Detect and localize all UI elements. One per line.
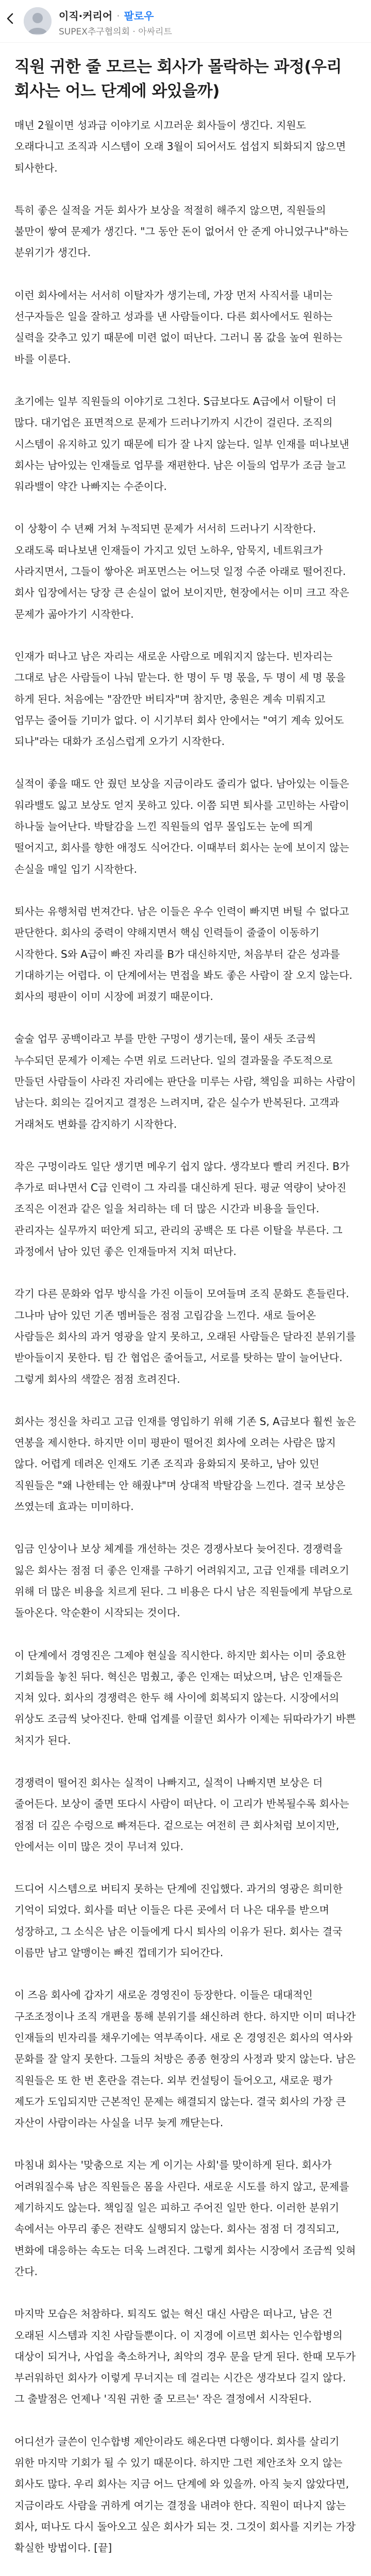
paragraph: 경쟁력이 떨어진 회사는 실적이 나빠지고, 실적이 나빠지면 보상은 더 줄어든다. 보상이 줄면 또다시 사람이 떠난다. 이 고리가 반복될수록 회사는 점점 더 깊은 수렁으로 빠져든다. 겉으로는 여전히 큰 회사처럼 보이지만, 안에서는 이미 많은 것이 무너져 있다.	[14, 1776, 349, 1853]
company-name: SUPEX추구협의회	[59, 27, 130, 37]
company-suffix: · 아싸리트	[132, 27, 172, 37]
post-header	[0, 0, 371, 43]
paragraph: 초기에는 일부 직원들의 이야기로 그친다. S급보다도 A급에서 이탈이 더 많다. 대기업은 표면적으로 문제가 드러나기까지 시간이 걸린다. 조직의 시스템이 유지하고 있기 때문에 티가 잘 나지 않는다. 일부 인재를 떠나보낸 회사는 남아있는 인재들로 업무를 재편한다. 남은 이들의 업무가 조금 늘고 워라밸이 약간 나빠지는 수준이다.	[14, 395, 349, 493]
post-title: 직원 귀한 줄 모르는 회사가 몰락하는 과정(우리 회사는 어느 단계에 와있을까)	[14, 58, 342, 100]
paragraph: 매년 2월이면 성과급 이야기로 시끄러운 회사들이 생긴다. 지원도 오래다니고 조직과 시스템이 오래 3월이 되어서도 섭섭지 퇴화되지 않으면 퇴사한다.	[14, 119, 346, 174]
back-arrow-icon[interactable]	[3, 11, 18, 26]
paragraph: 이 단계에서 경영진은 그제야 현실을 직시한다. 하지만 회사는 이미 중요한 기회들을 놓친 뒤다. 혁신은 멈췄고, 좋은 인재는 떠났으며, 남은 인재들은 지쳐 있다. 회사의 경쟁력은 한두 해 사이에 회복되지 않는다. 시장에서의 위상도 조금씩 낮아진다. 한때 업계를 이끌던 회사가 이제는 뒤따라가기 바쁜 처지가 된다.	[14, 1649, 356, 1747]
paragraph: 각기 다른 문화와 업무 방식을 가진 이들이 모여들며 조직 문화도 흔들린다. 그나마 남아 있던 기존 멤버들은 점점 고립감을 느낀다. 새로 들어온 사람들은 회사의 과거 영광을 알지 못하고, 오래된 사람들은 달라진 분위기를 받아들이지 못한다. 팀 간 협업은 줄어들고, 서로를 탓하는 말이 늘어난다. 그렇게 회사의 색깔은 점점 흐려진다.	[14, 1287, 356, 1385]
author-name[interactable]: 이직·커리어	[59, 10, 113, 22]
paragraph: 이런 회사에서는 서서히 이탈자가 생기는데, 가장 먼저 사직서를 내미는 선구자들은 일을 잘하고 성과를 낸 사람들이다. 다른 회사에서도 원하는 실력을 갖추고 있기 때문에 미련 없이 떠난다. 그러니 몸 값을 높여 원하는 바를 이룬다.	[14, 289, 343, 365]
paragraph: 실적이 좋을 때도 안 줬던 보상을 지금이라도 줄리가 없다. 남아있는 이들은 워라밸도 잃고 보상도 얻지 못하고 있다. 이쯤 되면 퇴사를 고민하는 사람이 하나둘 늘어난다. 박탈감을 느낀 직원들의 업무 몰입도는 눈에 띄게 떨어지고, 회사를 향한 애정도 식어간다. 이때부터 회사는 눈에 보이지 않는 손실을 매일 입기 시작한다.	[14, 777, 349, 875]
paragraph: 마지막 모습은 처참하다. 퇴직도 없는 혁신 대신 사람은 떠나고, 남은 건 오래된 시스템과 지친 사람들뿐이다. 이 지경에 이르면 회사는 인수합병의 대상이 되거나, 사업을 축소하거나, 최악의 경우 문을 닫게 된다. 한때 모두가 부러워하던 회사가 이렇게 무너지는 데 걸리는 시간은 생각보다 길지 않다. 그 출발점은 언제나 '직원 귀한 줄 모르는' 작은 결정에서 시작된다.	[14, 2308, 356, 2405]
paragraph: 특히 좋은 실적을 거둔 회사가 보상을 적절히 해주지 않으면, 직원들의 불만이 쌓여 문제가 생긴다. "그 동안 돈이 없어서 안 준게 아니었구나"하는 분위기가 생긴다.	[14, 204, 349, 259]
paragraph: 이 즈음 회사에 갑자기 새로운 경영진이 등장한다. 이들은 대대적인 구조조정이나 조직 개편을 통해 분위기를 쇄신하려 한다. 하지만 이미 떠나간 인재들의 빈자리를 채우기에는 역부족이다. 새로 온 경영진은 회사의 역사와 문화를 잘 알지 못한다. 그들의 처방은 종종 현장의 사정과 맞지 않는다. 남은 직원들은 또 한 번 혼란을 겪는다. 외부 컨설팅이 들어오고, 새로운 평가 제도가 도입되지만 근본적인 문제는 해결되지 않는다. 결국 회사의 가장 큰 자산이 사람이라는 사실을 너무 늦게 깨닫는다.	[14, 1989, 356, 2129]
follow-button[interactable]: 팔로우	[124, 10, 154, 22]
paragraph: 퇴사는 유행처럼 번져간다. 남은 이들은 우수 인력이 빠지면 버틸 수 없다고 판단한다. 회사의 중력이 약해지면서 핵심 인력들이 줄줄이 이동하기 시작한다. S와 A급이 빠진 자리를 B가 대신하지만, 처음부터 같은 성과를 기대하기는 어렵다. 이 단계에서는 면접을 봐도 좋은 사람이 잘 오지 않는다. 회사의 평판이 이미 시장에 퍼졌기 때문이다.	[14, 905, 352, 1003]
paragraph: 회사는 정신을 차리고 고급 인재를 영입하기 위해 기존 S, A급보다 훨씬 높은 연봉을 제시한다. 하지만 이미 평판이 떨어진 회사에 오려는 사람은 많지 않다. 어렵게 데려온 인재도 기존 조직과 융화되지 못하고, 남아 있던 직원들은 "왜 나한테는 안 해줬냐"며 상대적 박탈감을 느낀다. 결국 보상은 쓰였는데 효과는 미미하다.	[14, 1415, 356, 1513]
paragraph: 인재가 떠나고 남은 자리는 새로운 사람으로 메워지지 않는다. 빈자리는 그대로 남은 사람들이 나눠 맡는다. 한 명이 두 명 몫을, 두 명이 세 명 몫을 하게 된다. 처음에는 "잠깐만 버티자"며 참지만, 충원은 계속 미뤄지고 업무는 줄어들 기미가 없다. 이 시기부터 회사 안에서는 "여기 계속 있어도 되나"라는 대화가 조심스럽게 오가기 시작한다.	[14, 650, 346, 748]
author-meta	[59, 9, 172, 38]
paragraph: 술술 업무 공백이라고 부를 만한 구멍이 생기는데, 물이 새듯 조금씩 누수되던 문제가 이제는 수면 위로 드러난다. 일의 결과물을 주도적으로 만들던 사람들이 사라진 자리에는 판단을 미루는 사람, 책임을 피하는 사람이 남는다. 회의는 길어지고 결정은 느려지며, 같은 실수가 반복된다. 고객과 거래처도 변화를 감지하기 시작한다.	[14, 1032, 356, 1130]
post-body	[0, 43, 371, 2559]
paragraph: 임금 인상이나 보상 체계를 개선하는 것은 경쟁사보다 늦어진다. 경쟁력을 잃은 회사는 점점 더 좋은 인재를 구하기 어려워지고, 고급 인재를 데려오기 위해 더 많은 비용을 치르게 된다. 그 비용은 다시 남은 직원들에게 부담으로 돌아온다. 악순환이 시작되는 것이다.	[14, 1543, 352, 1619]
separator: ·	[116, 10, 120, 22]
paragraph: 드디어 시스템으로 버티지 못하는 단계에 진입했다. 과거의 영광은 희미한 기억이 되었다. 회사를 떠난 이들은 다른 곳에서 더 나은 대우를 받으며 성장하고, 그 소식은 남은 이들에게 다시 퇴사의 이유가 된다. 회사는 결국 이름만 남고 알맹이는 빠진 껍데기가 되어간다.	[14, 1883, 343, 1959]
paragraph: 이 상황이 수 년째 거쳐 누적되면 문제가 서서히 드러나기 시작한다. 오래도록 떠나보낸 인재들이 가지고 있던 노하우, 암묵지, 네트워크가 사라지면서, 그들이 쌓아온 퍼포먼스는 어느덧 일정 수준 아래로 떨어진다. 회사 입장에서는 당장 큰 손실이 없어 보이지만, 현장에서는 이미 크고 작은 문제가 곪아가기 시작한다.	[14, 522, 349, 620]
paragraph: 작은 구멍이라도 일단 생기면 메우기 쉽지 않다. 생각보다 빨리 커진다. B가 추가로 떠나면서 C급 인력이 그 자리를 대신하게 된다. 평균 역량이 낮아진 조직은 이전과 같은 일을 처리하는 데 더 많은 시간과 비용을 들인다. 관리자는 실무까지 떠안게 되고, 관리의 공백은 또 다른 이탈을 부른다. 그 과정에서 남아 있던 좋은 인재들마저 지쳐 떠난다.	[14, 1160, 350, 1258]
avatar[interactable]	[24, 7, 52, 35]
paragraph: 어디선가 글쓴이 인수합병 제안이라도 해온다면 다행이다. 회사를 살리기 위한 마지막 기회가 될 수 있기 때문이다. 하지만 그런 제안조차 오지 않는 회사도 많다. 우리 회사는 지금 어느 단계에 와 있을까. 아직 늦지 않았다면, 지금이라도 사람을 귀하게 여기는 결정을 내려야 한다. 직원이 떠나지 않는 회사, 떠나도 다시 돌아오고 싶은 회사가 되는 것. 그것이 회사를 지키는 가장 확실한 방법이다. [끝]	[14, 2435, 356, 2554]
paragraph: 마침내 회사는 '맞춤으로 지는 게 이기는 사회'를 맞이하게 된다. 회사가 어려워질수록 남은 직원들은 몸을 사린다. 새로운 시도를 하지 않고, 문제를 제기하지도 않는다. 책임질 일은 피하고 주어진 일만 한다. 이러한 분위기 속에서는 아무리 좋은 전략도 실행되지 않는다. 회사는 점점 더 경직되고, 변화에 대응하는 속도는 더욱 느려진다. 그렇게 회사는 시장에서 조금씩 잊혀 간다.	[14, 2159, 356, 2278]
